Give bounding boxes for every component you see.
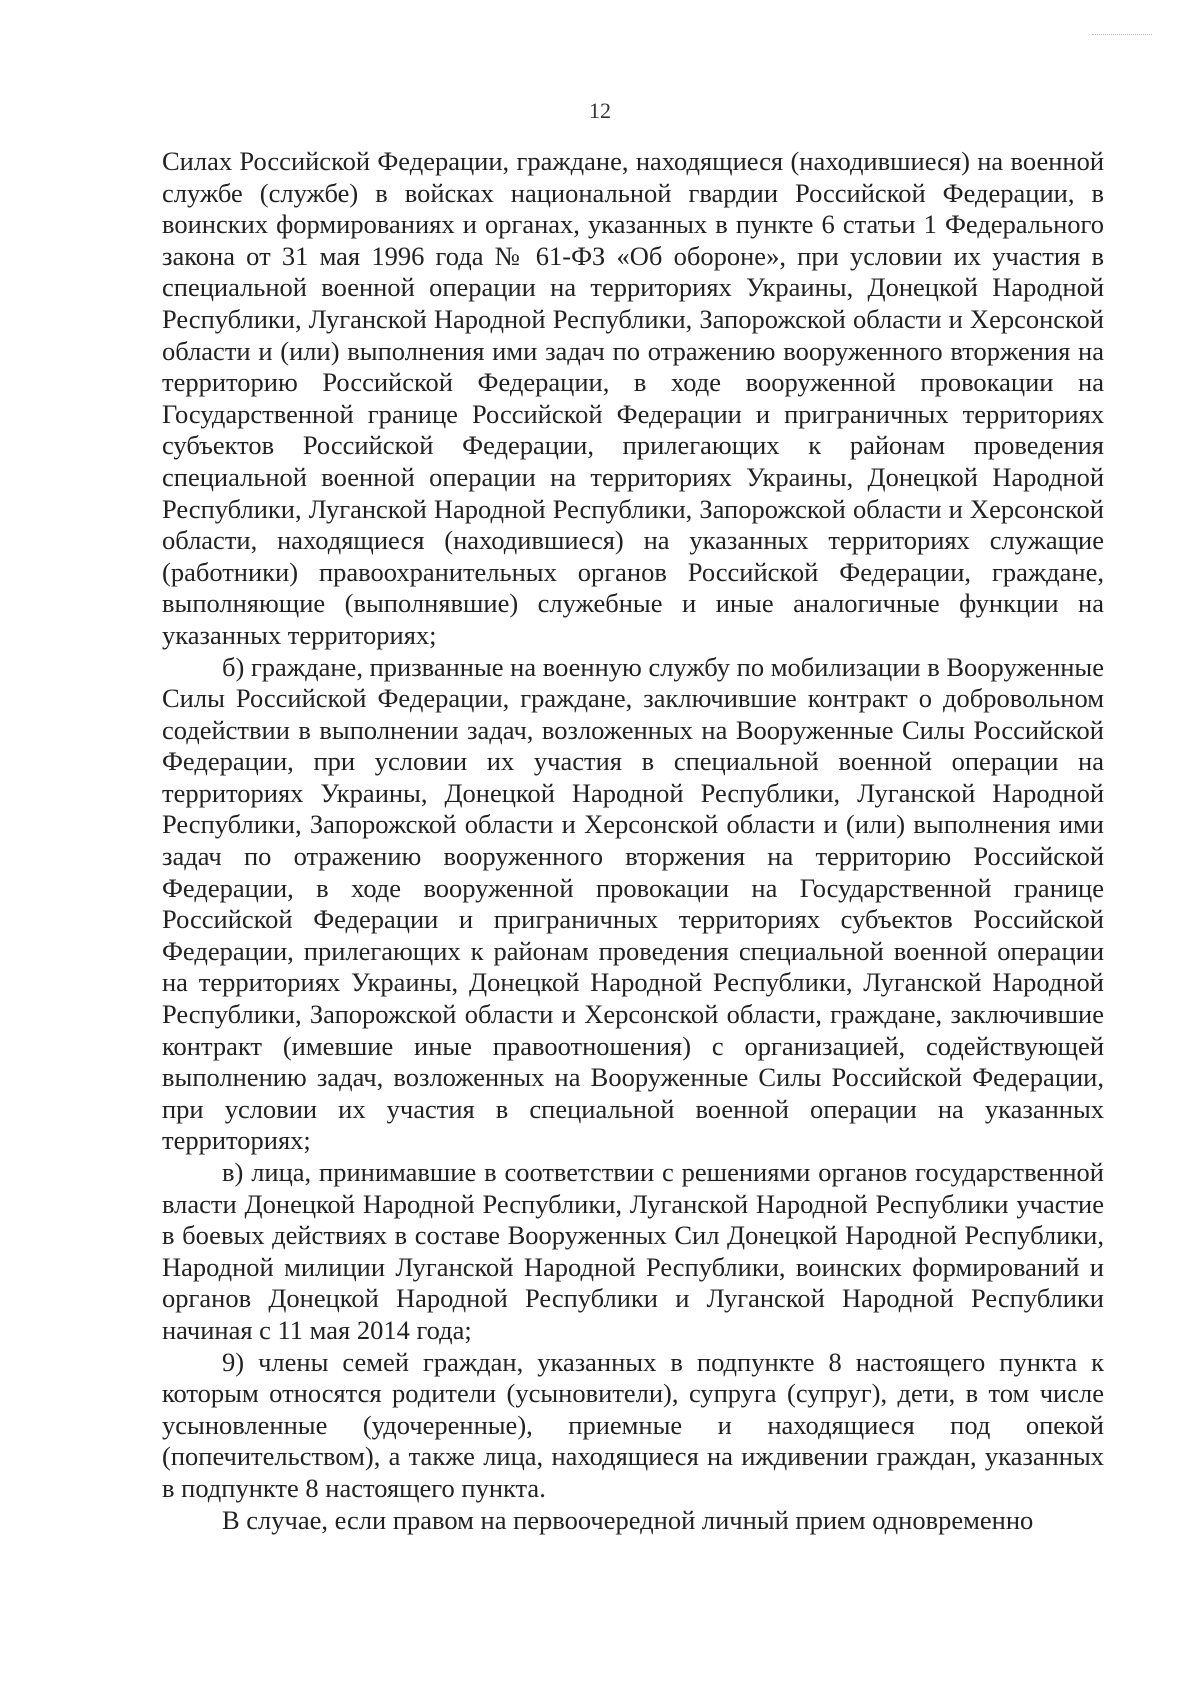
paragraph-continuation: Силах Российской Федерации, граждане, находящиеся (находившиеся) на военной службе (службе) в войсках национальной гвардии Российской Федерации, в воинских формированиях и органах, указанных в пункте 6 статьи 1 Федерального закона от 31 мая 1996 года № 61-ФЗ «Об обороне», при условии их участия в специальной военной операции на территориях Украины, Донецкой Народной Республики, Луганской Народной Республики, Запорожской области и Херсонской области и (или) выполнения ими задач по отражению вооруженного вторжения на территорию Российской Федерации, в ходе вооруженной провокации на Государственной границе Российской Федерации и приграничных территориях субъектов Российской Федерации, прилегающих к районам проведения специальной военной операции на территориях Украины, Донецкой Народной Республики, Луганской Народной Республики, Запорожской области и Херсонской области, находящиеся (находившиеся) на указанных территориях служащие (работники) правоохранительных органов Российской Федерации, граждане, выполняющие (выполнявшие) служебные и иные аналогичные функции на указанных территориях; (162, 146, 1104, 650)
page-number: 12 (589, 98, 611, 123)
paragraph-final: В случае, если правом на первоочередной личный прием одновременно (222, 1504, 1034, 1535)
paragraph-item-9: 9) члены семей граждан, указанных в подпункте 8 настоящего пункта к которым относятся родители (усыновители), супруга (супруг), дети, в том числе усыновленные (удочеренные), приемные и находящиеся под опекой (попечительством), а также лица, находящиеся на иждивении граждан, указанных в подпункте 8 настоящего пункта. (162, 1346, 1104, 1503)
scan-artifact (1092, 34, 1152, 37)
document-body (162, 146, 1104, 1536)
paragraph-item-b: б) граждане, призванные на военную службу по мобилизации в Вооруженные Силы Российской Федерации, граждане, заключившие контракт о добровольном содействии в выполнении задач, возложенных на Вооруженные Силы Российской Федерации, при условии их участия в специальной военной операции на территориях Украины, Донецкой Народной Республики, Луганской Народной Республики, Запорожской области и Херсонской области и (или) выполнения ими задач по отражению вооруженного вторжения на территорию Российской Федерации, в ходе вооруженной провокации на Государственной границе Российской Федерации и приграничных территориях субъектов Российской Федерации, прилегающих к районам проведения специальной военной операции на территориях Украины, Донецкой Народной Республики, Луганской Народной Республики, Запорожской области и Херсонской области, граждане, заключившие контракт (имевшие иные правоотношения) с организацией, содействующей выполнению задач, возложенных на Вооруженные Силы Российской Федерации, при условии их участия в специальной военной операции на указанных территориях; (162, 651, 1104, 1156)
paragraph-item-v: в) лица, принимавшие в соответствии с решениями органов государственной власти Донецкой Народной Республики, Луганской Народной Республики участие в боевых действиях в составе Вооруженных Сил Донецкой Народной Республики, Народной милиции Луганской Народной Республики, воинских формирований и органов Донецкой Народной Республики и Луганской Народной Республики начиная с 11 мая 2014 года; (162, 1157, 1104, 1345)
